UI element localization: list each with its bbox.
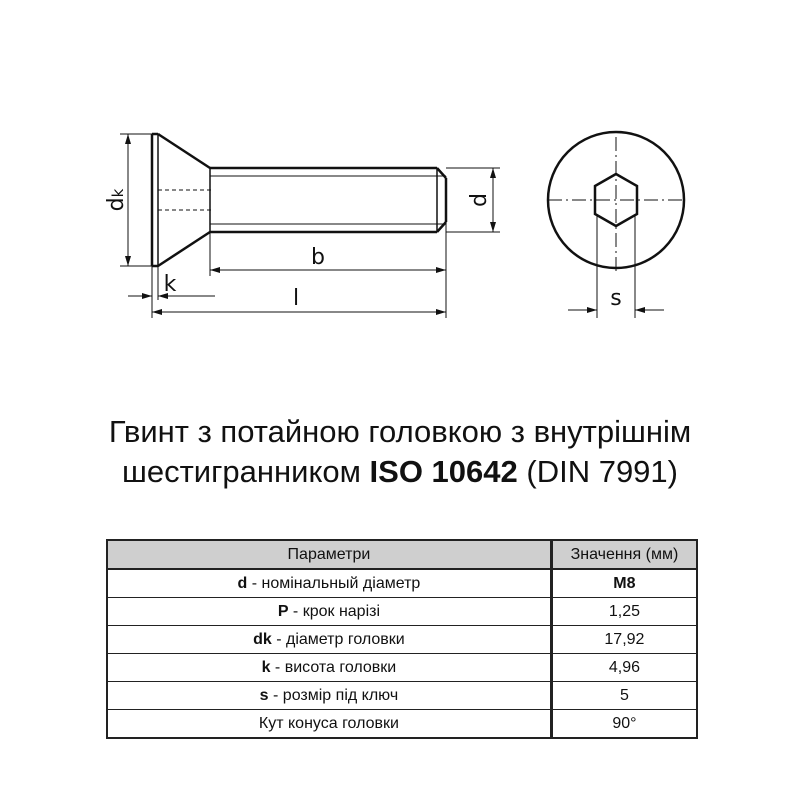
table-row [107,598,697,626]
title-standard-din: (DIN 7991) [517,454,678,489]
param-symbol: s [259,686,269,704]
table-row [107,654,697,682]
header-parameters: Параметри [107,540,551,569]
l-label: l [292,286,300,311]
dimension-b [210,222,446,318]
param-cell [107,654,551,682]
title-line-2 [0,452,800,492]
table-row [107,626,697,654]
param-cell [107,569,551,598]
param-desc: - розмір під ключ [268,686,399,704]
s-label: s [610,286,622,311]
b-label: b [311,245,325,270]
table-row [107,682,697,710]
table-row [107,710,697,739]
value-cell: 5 [551,682,697,710]
title-line-2-prefix: шестигранником [122,454,370,489]
param-desc: - висота головки [270,658,397,676]
page-title [0,412,800,492]
param-cell [107,682,551,710]
param-cell [107,626,551,654]
value-cell: 1,25 [551,598,697,626]
value-cell: 17,92 [551,626,697,654]
param-desc: - крок нарізі [288,602,381,620]
param-cell [107,598,551,626]
param-symbol: k [261,658,271,676]
d-label: d [467,193,492,207]
param-desc: - номінальный діаметр [247,574,421,592]
param-symbol: P [277,602,289,620]
value-cell: M8 [551,569,697,598]
screw-side-view [152,134,446,266]
specifications-table [106,539,698,739]
param-desc: Кут конуса головки [258,714,399,732]
value-cell: 90° [551,710,697,739]
value-cell: 4,96 [551,654,697,682]
dk-label: dk [104,188,129,212]
header-values: Значення (мм) [551,540,697,569]
table-header-row [107,540,697,569]
param-desc: - діаметр головки [271,630,405,648]
param-cell [107,710,551,739]
param-symbol: dk [253,630,272,648]
title-standard-iso: ISO 10642 [369,454,518,489]
k-label: k [163,272,177,297]
table-row [107,569,697,598]
param-symbol: d [237,574,248,592]
title-line-1: Гвинт з потайною головкою з внутрішнім [108,414,692,449]
